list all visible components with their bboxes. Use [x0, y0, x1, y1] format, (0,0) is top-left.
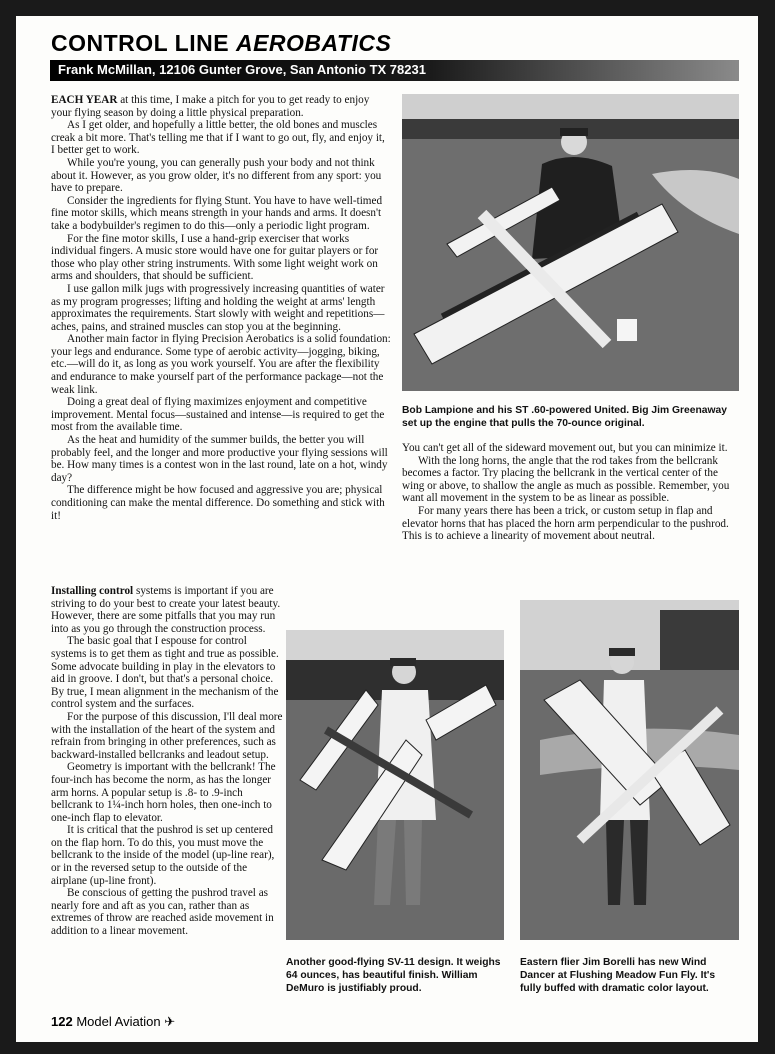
title-aerobatics: AEROBATICS	[235, 30, 392, 56]
paragraph-text: at this time, I make a pitch for you to get ready to enjoy your flying season by doing a little physical preparation.	[51, 94, 370, 119]
paragraph-text: systems is important if you are striving to do your best to create your latest beauty. However, there are some pitfalls that you may run into as you go through the construction process.	[51, 585, 281, 635]
lead-in: Installing control	[51, 585, 134, 597]
paragraph: You can't get all of the sideward movement out, but you can minimize it.	[402, 442, 728, 454]
paragraph: For the purpose of this discussion, I'll deal more with the installation of the heart of the system and refrain from bringing in other preferences, such as backward-installed bellcranks and leadout setup.	[51, 710, 283, 761]
paragraph: For the fine motor skills, I use a hand-grip exerciser that works individual fingers. A music store would have one for guitar players or for those who play other string instruments. With some light weight work on arms and shoulders, that should be sufficient.	[51, 232, 379, 283]
paragraph: Consider the ingredients for flying Stunt. You have to have well-timed fine motor skills, which means strength in your hands and arms. It doesn't take a bodybuilder's regimen to do this—only a periodic light program.	[51, 194, 383, 232]
article-column-2	[402, 442, 739, 543]
paragraph: I use gallon milk jugs with progressively increasing quantities of water as my program progresses; lifting and holding the weight at arms' length approximates the requirements. Start slowly with weight and repetitions—aches, pains, and strained muscles can stop you at the beginning.	[51, 282, 385, 333]
paragraph: Be conscious of getting the pushrod travel as nearly fore and aft as you can, rather than as extremes of throw are reached aside movement in addition to a linear movement.	[51, 887, 274, 938]
photo-borelli-wind-dancer	[520, 600, 739, 940]
paragraph: While you're young, you can generally push your body and not think about it. However, as you grow older, it's no different from any sport: you have to prepare.	[51, 156, 382, 195]
paragraph: The basic goal that I espouse for control systems is to get them as tight and true as possible. Some advocate building in play in the elevators to aid in groove. I don't, but that's a personal choice. By true, I mean alignment in the mechanism of the control system and the surfaces.	[51, 635, 279, 711]
caption-top-photo: Bob Lampione and his ST .60-powered United. Big Jim Greenaway set up the engine that pulls the 70-ounce original.	[402, 405, 727, 429]
airplane-icon: ✈	[164, 1014, 176, 1029]
paragraph: With the long horns, the angle that the rod takes from the bellcrank becomes a factor. Try placing the bellcrank in the vertical center of the wing or above, to shallow the angle as much as possible. Remember, you want all movement in the system to be as linear as possible.	[402, 454, 730, 505]
page-number: 122	[51, 1014, 73, 1029]
magazine-name: Model Aviation	[76, 1014, 161, 1029]
magazine-page	[16, 16, 758, 1042]
paragraph: For many years there has been a trick, or custom setup in flap and elevator horns that has placed the horn arm perpendicular to the pushrod. This is to achieve a linearity of movement about neutral.	[402, 504, 729, 543]
article-column-1	[51, 94, 391, 522]
lead-in: EACH YEAR	[51, 94, 118, 106]
page-footer	[51, 1014, 175, 1030]
paragraph: Geometry is important with the bellcrank! The four-inch has become the norm, as has the longer arm horns. A popular setup is .8- to .9-inch bellcrank to 1¼-inch horn holes, then one-inch to one-inch flap to elevator.	[51, 761, 276, 824]
column-title	[51, 30, 391, 56]
paragraph: As the heat and humidity of the summer builds, the better you will probably feel, and the longer and more productive your flying sessions will be. How many times is a contest won in the last round, late on a hot, windy day?	[51, 434, 388, 484]
title-control-line: CONTROL LINE	[51, 30, 230, 56]
paragraph: Another main factor in flying Precision Aerobatics is a solid foundation: your legs and endurance. Some type of aerobic activity—jogging, biking, etc.—will do it, as long as you work yourself. You are after the flexibility and endurance to make yourself part of the performance package—not the weak link.	[51, 333, 391, 396]
paragraph: Doing a great deal of flying maximizes enjoyment and competitive improvement. Mental focus—sustained and intense—is required to get the most from the available time.	[51, 396, 385, 434]
paragraph: As I get older, and hopefully a little better, the old bones and muscles creak a bit more. That's telling me that if I want to go out, fly, and enjoy it, I better get to work.	[51, 119, 385, 157]
paragraph: It is critical that the pushrod is set up centered on the flap horn. To do this, you must move the bellcrank to the inside of the model (up-line rear), or in the reversed setup to the outside of the airplane (up-line front).	[51, 824, 275, 887]
photo-lampione-united	[402, 94, 739, 391]
article-column-3	[51, 585, 283, 938]
paragraph	[51, 94, 391, 119]
photo-demuro-sv11	[286, 630, 504, 940]
author-byline: Frank McMillan, 12106 Gunter Grove, San Antonio TX 78231	[58, 62, 426, 77]
paragraph	[51, 585, 283, 635]
caption-right-photo: Eastern flier Jim Borelli has new Wind Dancer at Flushing Meadow Fun Fly. It's fully buffed with dramatic color layout.	[520, 957, 716, 994]
paragraph: The difference might be how focused and aggressive you are; physical conditioning can make the mental difference. Do something and stick with it!	[51, 484, 385, 522]
caption-left-photo: Another good-flying SV-11 design. It weighs 64 ounces, has beautiful finish. William DeMuro is justifiably proud.	[286, 957, 501, 994]
byline-bar	[50, 60, 739, 81]
